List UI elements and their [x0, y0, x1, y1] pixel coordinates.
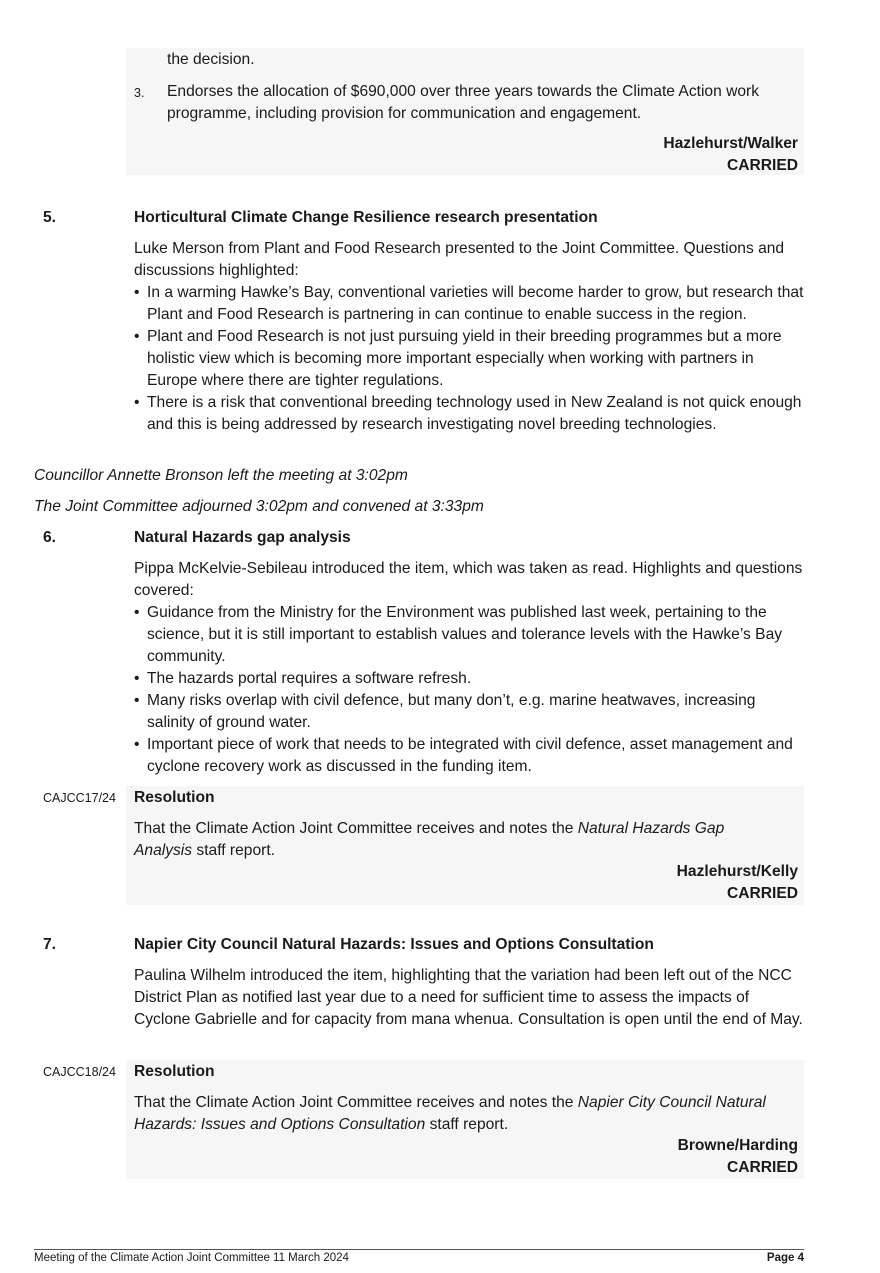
carried-status: CARRIED	[726, 157, 798, 174]
item-intro: Paulina Wilhelm introduced the item, highlighting that the variation had been left out of the NCC District Plan as notified last year due to a need for sufficient time to assess the impacts of Cyclone Gabrielle and for capacity from mana whenua. Consultation is open until the end of May.	[134, 967, 803, 1028]
item-title: Natural Hazards gap analysis	[134, 529, 351, 546]
item-number: 7.	[43, 936, 57, 953]
mover-seconder: Hazlehurst/Walker	[663, 135, 798, 152]
list-item: • The hazards portal requires a software refresh.	[134, 668, 804, 690]
list-item: • Important piece of work that needs to be integrated with civil defence, asset management and cyclone recovery work as discussed in the funding item.	[134, 734, 804, 778]
resolution-heading: Resolution	[134, 1063, 215, 1080]
item-number: 6.	[43, 529, 57, 546]
list-item: • There is a risk that conventional breeding technology used in New Zealand is not quick enough and this is being addressed by research investigating novel breeding technologies.	[134, 392, 804, 436]
item-number: 5.	[43, 209, 57, 226]
mover-seconder: Hazlehurst/Kelly	[676, 863, 798, 880]
page-number: Page 4	[766, 1252, 804, 1264]
resolution-code: CAJCC17/24	[43, 791, 116, 805]
continued-text: the decision.	[167, 51, 255, 68]
list-item: • Guidance from the Ministry for the Environment was published last week, pertaining to the science, but it is still important to establish values and tolerance levels with the Hawke’s Bay community.	[134, 602, 804, 668]
discussion-list	[134, 602, 804, 778]
footer-meeting-title: Meeting of the Climate Action Joint Committee 11 March 2024	[34, 1252, 349, 1264]
carried-status: CARRIED	[726, 1159, 798, 1176]
resolution-code: CAJCC18/24	[43, 1065, 116, 1079]
item-intro: Luke Merson from Plant and Food Research presented to the Joint Committee. Questions and discussions highlighted:	[134, 240, 785, 279]
resolution-item-number: 3.	[134, 86, 145, 100]
discussion-list	[134, 282, 804, 436]
mover-seconder: Browne/Harding	[677, 1137, 798, 1154]
resolution-item-text: Endorses the allocation of $690,000 over three years towards the Climate Action work programme, including provision for communication and engagement.	[167, 83, 760, 122]
item-title: Horticultural Climate Change Resilience research presentation	[134, 209, 598, 226]
list-item: • Plant and Food Research is not just pursuing yield in their breeding programmes but a more holistic view which is becoming more important especially when working with partners in Europe where there are tighter regulations.	[134, 326, 804, 392]
resolution-heading: Resolution	[134, 789, 215, 806]
resolution-text: That the Climate Action Joint Committee receives and notes the Natural Hazards Gap Analysis staff report.	[134, 820, 725, 859]
adjournment-note: The Joint Committee adjourned 3:02pm and convened at 3:33pm	[34, 498, 484, 515]
list-item: • In a warming Hawke’s Bay, conventional varieties will become harder to grow, but research that Plant and Food Research is partnering in can continue to enable success in the region.	[134, 282, 804, 326]
resolution-text: That the Climate Action Joint Committee receives and notes the Napier City Council Natural Hazards: Issues and Options Consultation staff report.	[134, 1094, 766, 1133]
item-title: Napier City Council Natural Hazards: Issues and Options Consultation	[134, 936, 654, 953]
attendance-note: Councillor Annette Bronson left the meeting at 3:02pm	[34, 467, 408, 484]
item-intro: Pippa McKelvie-Sebileau introduced the item, which was taken as read. Highlights and questions covered:	[134, 560, 803, 599]
page-footer	[34, 1249, 804, 1264]
carried-status: CARRIED	[726, 885, 798, 902]
list-item: • Many risks overlap with civil defence, but many don’t, e.g. marine heatwaves, increasing salinity of ground water.	[134, 690, 804, 734]
